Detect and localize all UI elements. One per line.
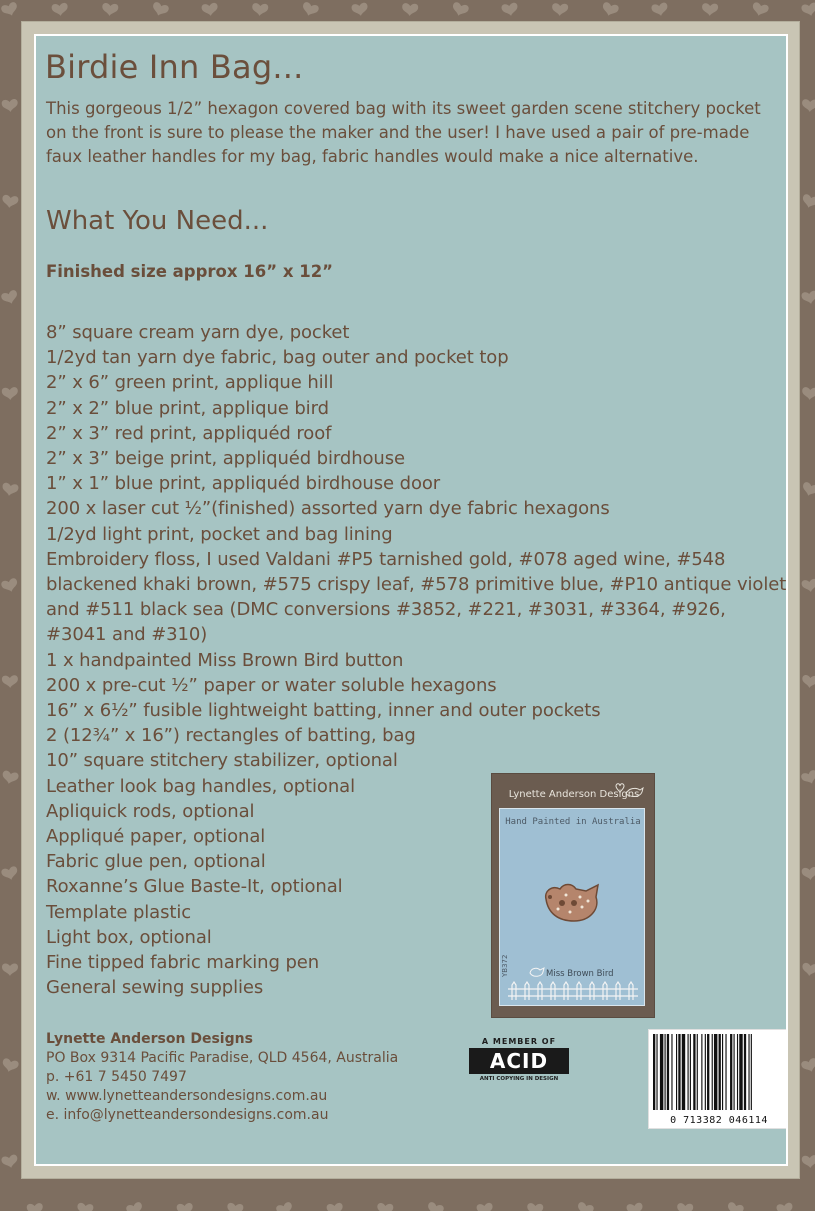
button-product-card	[491, 773, 655, 1018]
heart-icon	[76, 1202, 94, 1211]
heart-icon	[226, 1203, 243, 1211]
bird-button-icon	[540, 879, 604, 925]
list-item: 2” x 3” red print, appliquéd roof	[46, 422, 332, 444]
list-item: Fabric glue pen, optional	[46, 851, 266, 873]
website: w. www.lynetteandersondesigns.com.au	[46, 1088, 328, 1104]
heart-icon	[576, 1201, 595, 1211]
list-item: Appliqué paper, optional	[46, 826, 266, 848]
product-name: Miss Brown Bird	[546, 969, 614, 979]
section-heading: What You Need...	[46, 206, 269, 236]
list-item: Fine tipped fabric marking pen	[46, 952, 320, 974]
heart-icon	[201, 2, 219, 17]
heart-icon	[702, 3, 718, 16]
heart-icon	[751, 2, 770, 18]
heart-icon	[451, 1, 470, 18]
heart-icon	[626, 1202, 644, 1211]
list-item: Apliquick rods, optional	[46, 800, 255, 822]
heart-icon	[326, 1203, 343, 1211]
heart-icon	[176, 1203, 193, 1211]
heart-icon	[425, 1201, 444, 1211]
list-item: Light box, optional	[46, 926, 212, 948]
list-item: 1” x 1” blue print, appliquéd birdhouse door	[46, 473, 441, 495]
heart-icon	[801, 675, 815, 689]
product-card-face	[499, 808, 645, 1006]
barcode	[648, 1029, 788, 1129]
list-item: General sewing supplies	[46, 977, 264, 999]
acid-badge	[465, 1037, 573, 1082]
heart-icon	[801, 867, 815, 881]
heart-icon	[476, 1202, 494, 1211]
product-tagline: Hand Painted in Australia	[505, 817, 641, 827]
email-address: e. info@lynetteandersondesigns.com.au	[46, 1107, 329, 1123]
acid-logo	[469, 1048, 569, 1074]
page-title: Birdie Inn Bag...	[45, 48, 304, 86]
list-item: Embroidery floss, I used Valdani #P5 tarnished gold, #078 aged wine, #548 blackened khaki brown, #575 crispy leaf, #578 primitive blue, #P10 antique violet and #511 black sea (DMC conversions #3852, #221, #3031, #3364, #926, #3041 and #310)	[46, 548, 787, 646]
heart-icon	[150, 1, 169, 18]
heart-icon	[801, 578, 815, 593]
heart-icon	[801, 2, 815, 18]
product-brand: Lynette Anderson Designs	[508, 789, 640, 800]
list-item: Roxanne’s Glue Baste-It, optional	[46, 876, 343, 898]
heart-icon	[1, 866, 20, 882]
contact-block	[46, 1030, 398, 1125]
list-item: 1 x handpainted Miss Brown Bird button	[46, 649, 404, 671]
list-item: 2 (12¾” x 16”) rectangles of batting, bag	[46, 725, 416, 747]
list-item: 2” x 3” beige print, appliquéd birdhouse	[46, 448, 405, 470]
heart-icon	[2, 387, 19, 401]
phone-number: p. +61 7 5450 7497	[46, 1069, 187, 1085]
barcode-bars	[653, 1034, 785, 1110]
heart-icon	[802, 99, 815, 112]
content-panel	[34, 34, 788, 1166]
heart-icon	[2, 675, 18, 688]
heart-icon	[801, 194, 815, 210]
list-item: 1/2yd light print, pocket and bag lining	[46, 523, 393, 545]
heart-icon	[1, 578, 20, 594]
heart-icon	[601, 2, 620, 18]
heart-icon	[275, 1201, 294, 1211]
heart-icon	[802, 1155, 815, 1169]
heart-icon	[101, 3, 118, 17]
heart-icon	[1, 99, 18, 113]
heart-icon	[252, 3, 269, 17]
heart-icon	[776, 1202, 794, 1211]
list-item: 16” x 6½” fusible lightweight batting, inner and outer pockets	[46, 700, 601, 722]
acid-subtitle: ANTI COPYING IN DESIGN	[479, 1076, 559, 1082]
postal-address: PO Box 9314 Pacific Paradise, QLD 4564, Australia	[46, 1050, 399, 1066]
heart-icon	[802, 387, 815, 401]
heart-icon	[801, 481, 815, 498]
heart-icon	[402, 3, 419, 17]
list-item: 8” square cream yarn dye, pocket	[46, 322, 350, 343]
requirements-list	[46, 320, 788, 1000]
heart-icon	[351, 2, 369, 17]
product-sku: YB372	[501, 954, 509, 977]
heart-icon	[651, 2, 669, 17]
list-item: 200 x pre-cut ½” paper or water soluble hexagons	[46, 674, 497, 696]
heart-icon	[800, 769, 815, 786]
list-item: 2” x 6” green print, applique hill	[46, 372, 334, 394]
heart-icon	[0, 289, 19, 306]
heart-icon	[677, 1203, 694, 1211]
list-item: Leather look bag handles, optional	[46, 775, 355, 797]
heart-icon	[801, 290, 815, 305]
heart-icon	[726, 1201, 745, 1211]
company-name: Lynette Anderson Designs	[46, 1031, 253, 1047]
acid-logo-text: ACID	[489, 1049, 549, 1073]
finished-size: Finished size approx 16” x 12”	[46, 262, 334, 281]
heart-icon	[26, 1203, 43, 1211]
bird-heart-icon	[610, 778, 646, 802]
acid-member-text: A MEMBER OF	[481, 1037, 557, 1046]
list-item: 2” x 2” blue print, applique bird	[46, 397, 329, 419]
heart-icon	[2, 963, 18, 976]
list-item: 200 x laser cut ½”(finished) assorted yarn dye fabric hexagons	[46, 498, 610, 520]
heart-icon	[800, 1057, 815, 1074]
small-bird-icon	[528, 965, 546, 979]
heart-icon	[552, 3, 569, 16]
cream-frame	[21, 21, 800, 1179]
heart-icon	[376, 1203, 393, 1211]
picket-fence-icon	[508, 981, 638, 1001]
intro-paragraph: This gorgeous 1/2” hexagon covered bag with its sweet garden scene stitchery pocket on the front is sure to please the maker and the user! I have used a pair of pre-made faux leather handles for my bag, fabric handles would make a nice alternative.	[46, 99, 761, 166]
heart-icon	[0, 1, 19, 18]
heart-icon	[1, 482, 19, 497]
heart-icon	[125, 1201, 144, 1211]
heart-icon	[1, 770, 19, 786]
heart-icon	[501, 2, 519, 17]
barcode-digits: 0 713382 046114	[670, 1115, 768, 1126]
heart-icon	[527, 1203, 544, 1211]
heart-icon	[1, 1058, 20, 1074]
heart-icon	[1, 194, 19, 209]
heart-icon	[301, 1, 320, 18]
heart-icon	[1, 1154, 19, 1170]
list-item: Template plastic	[46, 901, 192, 923]
heart-icon	[51, 3, 68, 17]
heart-icon	[801, 962, 815, 977]
list-item: 1/2yd tan yarn dye fabric, bag outer and pocket top	[46, 347, 509, 369]
list-item: 10” square stitchery stabilizer, optional	[46, 750, 398, 772]
